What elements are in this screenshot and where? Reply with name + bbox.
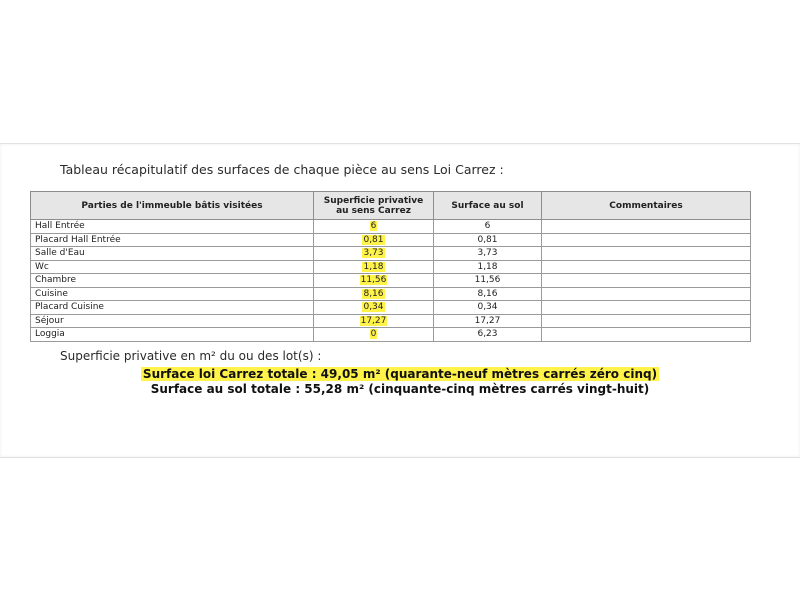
cell-partie: Loggia [31,328,314,342]
cell-sol: 0,34 [434,301,542,315]
cell-carrez [314,220,434,234]
lots-subtitle: Superficie privative en m² du ou des lot(s) : [60,349,322,363]
cell-sol: 17,27 [434,314,542,328]
cell-carrez [314,301,434,315]
cell-commentaire [542,314,751,328]
cell-commentaire [542,287,751,301]
cell-carrez [314,247,434,261]
carrez-value: 0 [370,329,377,340]
header-partie: Parties de l'immeuble bâtis visitées [31,192,314,220]
cell-sol: 6,23 [434,328,542,342]
cell-sol: 11,56 [434,274,542,288]
cell-carrez [314,260,434,274]
total-carrez-text: Surface loi Carrez totale : 49,05 m² (quarante-neuf mètres carrés zéro cinq) [142,367,658,381]
cell-commentaire [542,301,751,315]
document-panel [0,143,800,458]
cell-commentaire [542,260,751,274]
table-row [31,287,751,301]
total-carrez-line [0,367,800,381]
surfaces-table [30,191,751,342]
table-row [31,314,751,328]
cell-sol: 0,81 [434,233,542,247]
cell-partie: Cuisine [31,287,314,301]
cell-carrez [314,274,434,288]
table-row [31,274,751,288]
carrez-value: 0,81 [363,234,384,245]
cell-sol: 3,73 [434,247,542,261]
total-sol-line: Surface au sol totale : 55,28 m² (cinquante-cinq mètres carrés vingt-huit) [150,382,650,396]
carrez-value: 8,16 [363,288,384,299]
cell-carrez [314,287,434,301]
cell-sol: 8,16 [434,287,542,301]
table-header-row [31,192,751,220]
cell-commentaire [542,220,751,234]
cell-carrez [314,328,434,342]
cell-partie: Séjour [31,314,314,328]
cell-partie: Chambre [31,274,314,288]
carrez-value: 6 [370,221,377,232]
table-intro: Tableau récapitulatif des surfaces de chaque pièce au sens Loi Carrez : [60,162,504,177]
table-row [31,233,751,247]
table-row [31,260,751,274]
table-row [31,247,751,261]
cell-sol: 1,18 [434,260,542,274]
carrez-value: 17,27 [360,315,387,326]
carrez-value: 0,34 [363,302,384,313]
cell-carrez [314,314,434,328]
cell-partie: Salle d'Eau [31,247,314,261]
table-row [31,328,751,342]
table-row [31,301,751,315]
cell-commentaire [542,328,751,342]
cell-sol: 6 [434,220,542,234]
cell-partie: Placard Cuisine [31,301,314,315]
cell-partie: Placard Hall Entrée [31,233,314,247]
carrez-value: 1,18 [363,261,384,272]
header-sol: Surface au sol [434,192,542,220]
cell-commentaire [542,233,751,247]
table-row [31,220,751,234]
cell-carrez [314,233,434,247]
cell-partie: Wc [31,260,314,274]
cell-partie: Hall Entrée [31,220,314,234]
carrez-value: 11,56 [360,275,387,286]
carrez-value: 3,73 [363,248,384,259]
cell-commentaire [542,247,751,261]
header-carrez: Superficie privative au sens Carrez [314,192,434,220]
header-commentaires: Commentaires [542,192,751,220]
cell-commentaire [542,274,751,288]
